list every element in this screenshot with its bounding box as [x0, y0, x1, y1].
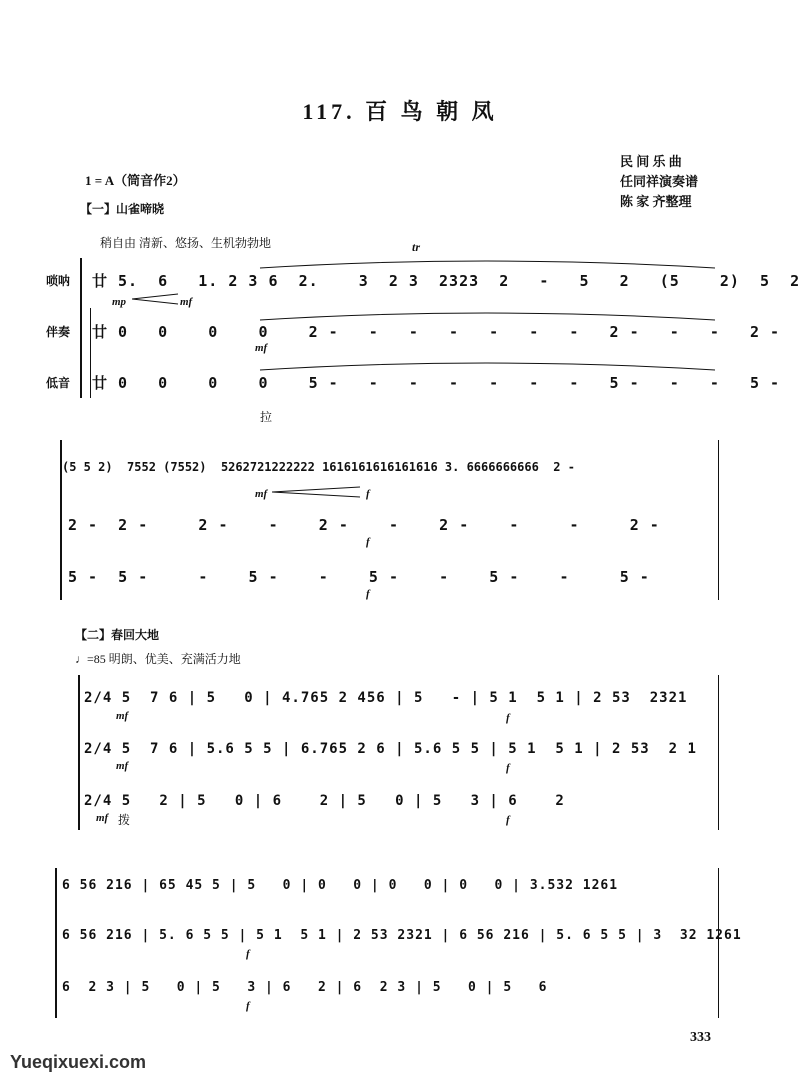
accomp-line-4: 6 56 216 | 5. 6 5 5 | 5 1 5 1 | 2 53 2321 | 6 56 216 | 5. 6 5 5 | 3 32 1261 [62, 928, 742, 943]
technique-pluck: 拨 [118, 813, 131, 827]
instrument-label-bass: 低音 [46, 376, 71, 390]
bass-line-1: 廿 0 0 0 0 5 - - - - - - - 5 - - - 5 - [92, 374, 781, 392]
system-brace [78, 675, 80, 830]
tempo-marking: ♩=85 明朗、优美、充满活力地 [75, 652, 241, 666]
credits [620, 152, 698, 212]
accomp-line-1: 廿 0 0 0 0 2 - - - - - - - 2 - - - 2 - [92, 323, 781, 341]
trill-mark: tr [412, 240, 421, 254]
suona-line-2: (5 5 2) 7552 (7552) 5262721222222 1616161616161616 3. 6666666666 2 - [62, 460, 575, 474]
suona-line-1: 廿 5. 6 1. 2 3 6 2. 3 2 3 2323 2 - 5 2 (5 2) 5 2 [92, 272, 800, 290]
section-label: 【一】山雀啼晓 [80, 202, 165, 216]
dynamic-f: f [506, 814, 510, 826]
watermark: Yueqixuexi.com [10, 1052, 147, 1072]
dynamic-f: f [246, 948, 250, 960]
dynamic-f: f [366, 488, 370, 500]
dynamic-f: f [506, 762, 510, 774]
crescendo-hairpin [272, 486, 362, 498]
bass-line-3: 2/4 5 2 | 5 0 | 6 2 | 5 0 | 5 3 | 6 2 [84, 793, 565, 809]
dynamic-f: f [366, 536, 370, 548]
phrase-slurs [255, 258, 720, 398]
system-brace [80, 258, 82, 398]
dynamic-mp: mp [112, 296, 127, 308]
final-barline [718, 440, 719, 600]
dynamic-mf: mf [116, 760, 129, 772]
page-number: 333 [690, 1030, 711, 1045]
accomp-line-2: 2 - 2 - 2 - - 2 - - 2 - - - 2 - [68, 516, 660, 534]
dynamic-mf: mf [180, 296, 193, 308]
instrument-label-suona: 唢呐 [46, 274, 71, 288]
crescendo-hairpin [132, 293, 180, 305]
bass-line-2: 5 - 5 - - 5 - - 5 - - 5 - - 5 - [68, 568, 650, 586]
dynamic-f: f [366, 588, 370, 600]
suona-line-3: 2/4 5 7 6 | 5 0 | 4.765 2 456 | 5 - | 5 1 5 1 | 2 53 2321 [84, 690, 688, 706]
technique-pull: 拉 [260, 410, 273, 424]
system-brace [55, 868, 57, 1018]
piece-title: 117. 百 鸟 朝 凤 [302, 99, 498, 124]
dynamic-mf: mf [255, 342, 268, 354]
barline [718, 868, 719, 1018]
accomp-line-3: 2/4 5 7 6 | 5.6 5 5 | 6.765 2 6 | 5.6 5 5 | 5 1 5 1 | 2 53 2 1 [84, 741, 697, 757]
credit-line: 任同祥演奏谱 [620, 174, 699, 189]
dynamic-f: f [506, 712, 510, 724]
tempo-marking: 稍自由 清新、悠扬、生机勃勃地 [100, 236, 272, 250]
dynamic-mf: mf [255, 488, 268, 500]
accomp-bracket [90, 308, 91, 398]
instrument-label-accomp: 伴奏 [46, 325, 71, 339]
dynamic-f: f [246, 1000, 250, 1012]
barline [718, 675, 719, 830]
dynamic-mf: mf [116, 710, 129, 722]
key-signature: 1 = A（筒音作2） [85, 173, 186, 188]
credit-line: 民 间 乐 曲 [620, 154, 682, 169]
bass-line-4: 6 2 3 | 5 0 | 5 3 | 6 2 | 6 2 3 | 5 0 | 5 6 [62, 980, 548, 995]
dynamic-mf: mf [96, 812, 109, 824]
section-label: 【二】春回大地 [75, 628, 160, 642]
credit-line: 陈 家 齐整理 [620, 194, 692, 209]
suona-line-4: 6 56 216 | 65 45 5 | 5 0 | 0 0 | 0 0 | 0 0 | 3.532 1261 [62, 878, 619, 893]
